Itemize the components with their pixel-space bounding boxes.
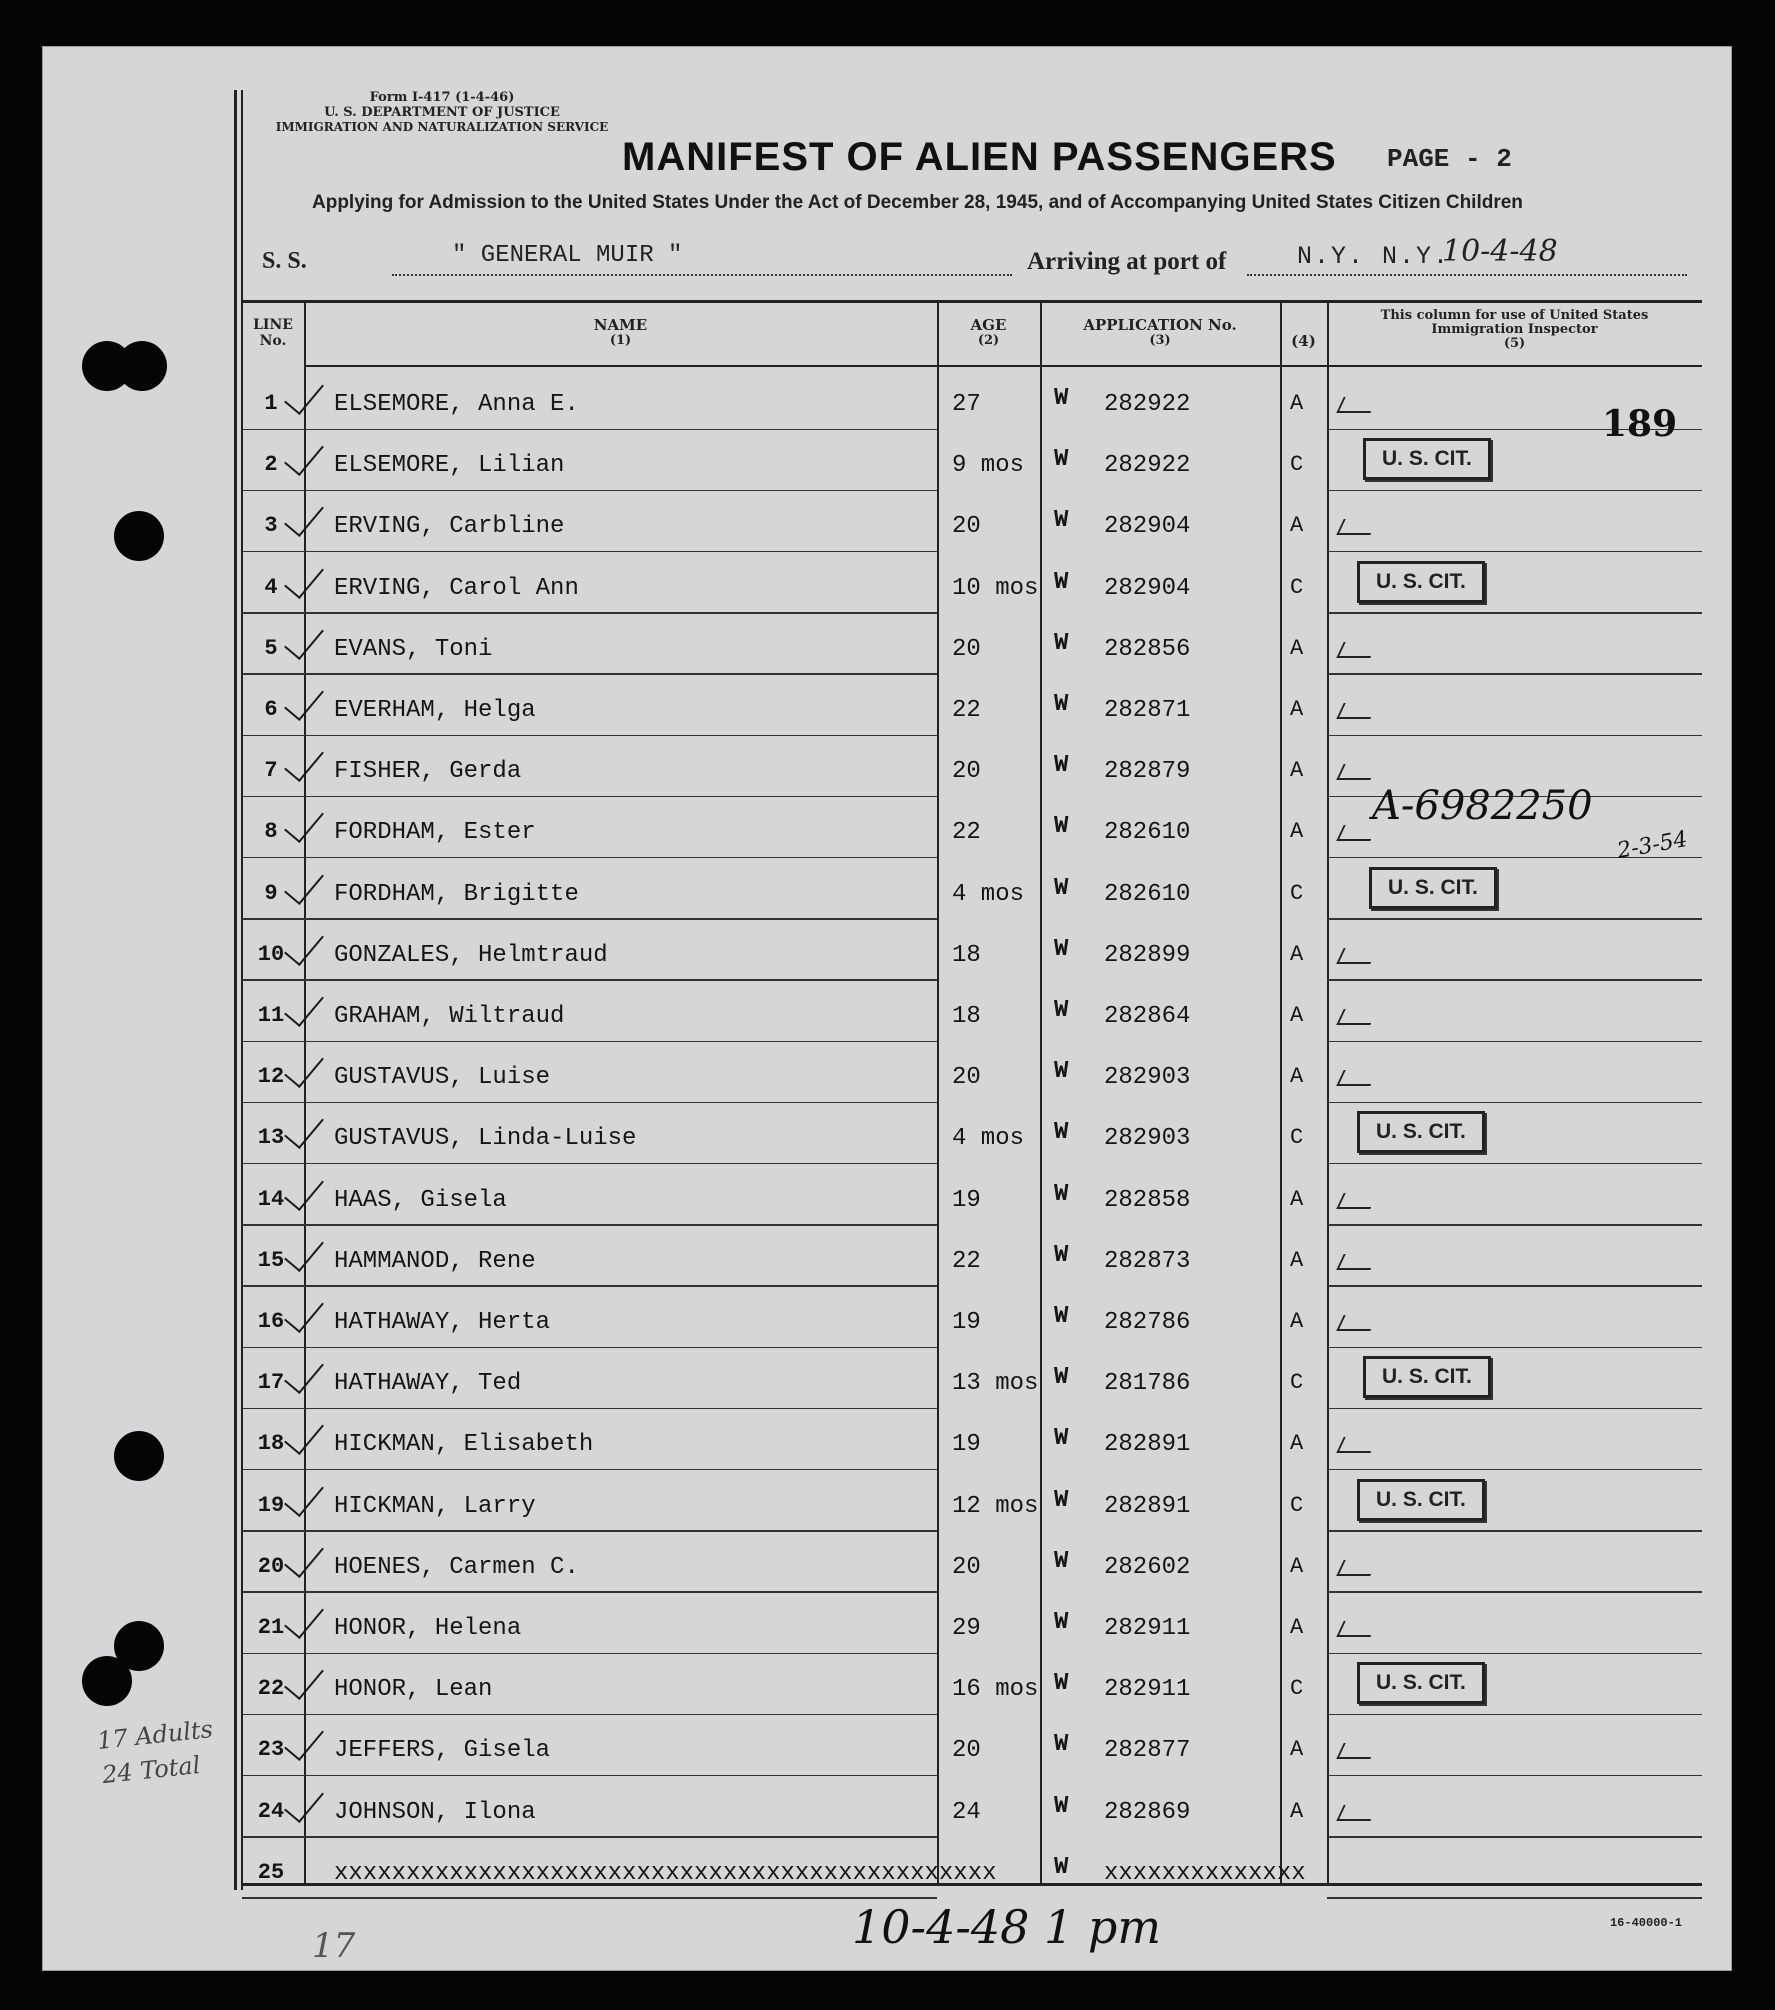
class-code: A [1290,1615,1304,1640]
application-prefix: W [1054,935,1069,963]
line-number: 21 [257,1615,285,1640]
table-row [242,859,1702,920]
table-row [242,1715,1702,1776]
table-row [242,1042,1702,1103]
application-number: 282858 [1104,1186,1191,1214]
table-row [242,1777,1702,1838]
application-number: 281786 [1104,1370,1191,1398]
table-row [242,369,1702,430]
line-number: 22 [257,1676,285,1702]
line-number: 23 [257,1737,285,1763]
table-row [242,675,1702,736]
line-number: 11 [257,1003,285,1028]
class-code: A [1290,941,1304,967]
class-code: C [1290,1125,1304,1151]
header-name: NAME (1) [593,316,648,348]
application-prefix: W [1054,1486,1069,1514]
form-identifier: Form I-417 (1-4-46) U. S. DEPARTMENT OF JUSTICE IMMIGRATION AND NATURALIZATION SERVICE [275,90,609,134]
application-prefix: W [1054,629,1069,657]
alien-registration-no: A-6982250 [1372,783,1593,829]
application-prefix: W [1054,1731,1069,1759]
line-number: 3 [264,513,278,539]
passenger-name: FORDHAM, Ester [334,819,536,847]
application-number: 282903 [1104,1064,1191,1092]
application-prefix: W [1054,1609,1069,1636]
application-prefix: W [1054,1792,1069,1820]
passenger-name: HICKMAN, Elisabeth [334,1431,594,1459]
table-row [242,614,1702,675]
application-number: xxxxxxxxxxxxxx [1104,1859,1306,1887]
class-code: A [1290,391,1304,416]
line-number: 9 [264,880,278,906]
class-code: C [1290,880,1304,906]
table-row [242,1287,1702,1348]
passenger-name: EVANS, Toni [334,635,493,663]
passenger-age: 24 [952,1798,981,1826]
port-field: N.Y. N.Y. [1247,240,1687,276]
application-number: 282871 [1104,697,1191,724]
passenger-name: GONZALES, Helmtraud [334,941,608,969]
line-number: 1 [264,391,278,416]
application-number: 282864 [1104,1003,1191,1030]
line-number: 15 [257,1247,285,1273]
bottom-left-note: 17 [312,1926,356,1966]
passenger-name: ELSEMORE, Anna E. [334,391,579,418]
application-prefix: W [1054,1303,1069,1330]
table-row [242,430,1702,491]
line-number: 4 [264,574,278,600]
passenger-name: HATHAWAY, Herta [334,1309,551,1336]
inspector-tick [1336,1193,1377,1209]
punch-hole [117,341,167,391]
table-row [242,491,1702,552]
class-code: A [1290,1737,1304,1763]
ship-info [262,234,1682,280]
inspector-tick [1336,1621,1377,1637]
class-code: A [1290,513,1304,539]
passenger-name: FORDHAM, Brigitte [334,880,579,908]
passenger-name: HAMMANOD, Rene [334,1247,536,1275]
line-number: 25 [257,1859,285,1885]
inspector-tick [1336,703,1377,719]
us-citizen-stamp: U. S. CIT. [1357,1111,1485,1153]
table-row [242,1654,1702,1715]
count-189: 189 [1602,403,1678,445]
passenger-age: 4 mos [952,880,1025,908]
inspector-tick [1336,1070,1377,1086]
class-code: A [1290,819,1304,845]
application-prefix: W [1054,691,1069,718]
application-prefix: W [1054,1180,1069,1208]
arrival-date: 10-4-48 [1442,234,1558,269]
ship-name-field: " GENERAL MUIR " [392,240,1012,276]
passenger-age: 20 [952,1553,981,1581]
line-number: 14 [257,1186,285,1212]
inspector-tick [1336,397,1377,413]
adults-count-note: 17 Adults [95,1715,215,1755]
application-number: 282891 [1104,1492,1191,1520]
passenger-name: HATHAWAY, Ted [334,1370,522,1398]
table-row [242,920,1702,981]
page-number: PAGE - 2 [1387,144,1512,174]
manifest-document [232,80,1712,1954]
passenger-age: 20 [952,1737,981,1765]
passenger-name: JEFFERS, Gisela [334,1737,551,1765]
passenger-age: 19 [952,1186,981,1214]
application-number: 282904 [1104,513,1191,541]
passenger-age: 12 mos [952,1492,1039,1520]
application-prefix: W [1054,1853,1069,1881]
application-prefix: W [1054,752,1069,780]
application-prefix: W [1054,874,1069,902]
passenger-age: 18 [952,941,981,969]
header-col4: (4) [1291,332,1316,350]
passenger-name: ERVING, Carbline [334,513,565,541]
punch-hole [114,1431,164,1481]
line-number: 19 [257,1492,285,1518]
table-row [242,1348,1702,1409]
class-code: C [1290,1676,1304,1702]
class-code: A [1290,697,1304,722]
inspector-tick [1336,1743,1377,1759]
class-code: A [1290,1003,1304,1028]
page-subtitle: Applying for Admission to the United States Under the Act of December 28, 1945, and of Accompanying United States Citizen Children [312,192,1523,213]
passenger-age: 10 mos [952,574,1039,602]
class-code: A [1290,635,1304,661]
application-prefix: W [1054,813,1069,841]
passenger-table [242,300,1702,1886]
class-code: A [1290,1247,1304,1273]
us-citizen-stamp: U. S. CIT. [1357,561,1485,603]
inspector-tick [1336,642,1377,658]
application-prefix: W [1054,1119,1069,1147]
application-number: 282877 [1104,1737,1191,1765]
line-number: 17 [257,1370,285,1396]
inspector-tick [1336,764,1377,780]
punch-hole [82,1656,132,1706]
class-code: A [1290,1798,1304,1824]
passenger-age: 20 [952,513,981,541]
line-number: 12 [257,1064,285,1090]
passenger-name: HOENES, Carmen C. [334,1553,579,1581]
class-code: A [1290,1431,1304,1457]
inspector-tick [1336,1805,1377,1821]
table-row [242,1165,1702,1226]
class-code: C [1290,1370,1304,1396]
application-number: 282873 [1104,1247,1191,1275]
us-citizen-stamp: U. S. CIT. [1363,1356,1491,1398]
passenger-age: 22 [952,697,981,724]
passenger-name: HAAS, Gisela [334,1186,507,1214]
header-inspector: This column for use of United States Immigration Inspector (5) [1380,308,1649,351]
total-count-note: 24 Total [100,1750,202,1790]
passenger-name: GUSTAVUS, Luise [334,1064,551,1092]
passenger-age: 9 mos [952,452,1025,480]
left-margin-rule [234,90,237,1890]
inspector-tick [1336,948,1377,964]
inspector-tick [1336,1009,1377,1025]
passenger-name: HONOR, Helena [334,1615,522,1642]
page-title: MANIFEST OF ALIEN PASSENGERS [622,135,1337,179]
class-code: C [1290,452,1304,478]
application-prefix: W [1054,568,1069,596]
application-number: 282891 [1104,1431,1191,1459]
us-citizen-stamp: U. S. CIT. [1357,1662,1485,1704]
bottom-signature: 10-4-48 1 pm [852,1900,1161,1954]
application-prefix: W [1054,1425,1069,1453]
passenger-name: ELSEMORE, Lilian [334,452,565,480]
passenger-age: 22 [952,1247,981,1275]
line-number: 18 [257,1431,285,1457]
passenger-name: EVERHAM, Helga [334,697,536,724]
line-number: 10 [257,941,285,967]
passenger-age: 18 [952,1003,981,1030]
footer-code: 16-40000-1 [1609,1916,1682,1930]
application-prefix: W [1054,446,1069,474]
us-citizen-stamp: U. S. CIT. [1357,1479,1485,1521]
us-citizen-stamp: U. S. CIT. [1369,867,1497,909]
class-code: A [1290,1309,1304,1334]
line-number: 24 [257,1798,285,1824]
passenger-name: GRAHAM, Wiltraud [334,1003,565,1030]
class-code: A [1290,1064,1304,1090]
application-prefix: W [1054,1364,1069,1392]
passenger-age: 27 [952,391,981,418]
application-number: 282922 [1104,452,1191,480]
table-row [242,1226,1702,1287]
inspector-tick [1336,1254,1377,1270]
passenger-age: 29 [952,1615,981,1642]
application-number: 282903 [1104,1125,1191,1153]
passenger-name: ERVING, Carol Ann [334,574,579,602]
application-prefix: W [1054,1670,1069,1698]
passenger-age: 19 [952,1431,981,1459]
application-number: 282610 [1104,880,1191,908]
application-number: 282856 [1104,635,1191,663]
us-citizen-stamp: U. S. CIT. [1363,438,1491,480]
table-row [242,1838,1702,1899]
passenger-name: HONOR, Lean [334,1676,493,1704]
application-number: 282911 [1104,1615,1191,1642]
application-prefix: W [1054,1547,1069,1575]
passenger-age: 16 mos [952,1676,1039,1704]
application-number: 282786 [1104,1309,1191,1336]
passenger-age: 20 [952,758,981,786]
table-row [242,1409,1702,1470]
passenger-name: FISHER, Gerda [334,758,522,786]
table-row [242,1593,1702,1654]
class-code: A [1290,1553,1304,1579]
application-prefix: W [1054,385,1069,412]
header-application: APPLICATION No. (3) [1083,316,1237,348]
application-number: 282899 [1104,941,1191,969]
passenger-age: 13 mos [952,1370,1039,1398]
application-number: 282602 [1104,1553,1191,1581]
header-line-no: LINE No. [253,317,293,349]
alien-registration-date: 2-3-54 [1615,827,1690,864]
application-number: 282922 [1104,391,1191,418]
line-number: 5 [264,635,278,661]
table-row [242,1532,1702,1593]
passenger-age: 20 [952,635,981,663]
ship-label: S. S. [262,248,307,274]
port-label: Arriving at port of [1027,248,1227,275]
header-age: AGE (2) [970,316,1007,348]
passenger-name: GUSTAVUS, Linda-Luise [334,1125,637,1153]
table-row [242,981,1702,1042]
table-row [242,553,1702,614]
class-code: A [1290,1186,1304,1212]
line-number: 2 [264,452,278,478]
inspector-tick [1336,1560,1377,1576]
application-number: 282610 [1104,819,1191,847]
application-number: 282879 [1104,758,1191,786]
line-number: 6 [264,697,278,722]
passenger-age: 4 mos [952,1125,1025,1153]
punch-hole [114,511,164,561]
class-code: C [1290,1492,1304,1518]
passenger-age: 22 [952,819,981,847]
application-number: 282911 [1104,1676,1191,1704]
line-number: 8 [264,819,278,845]
application-prefix: W [1054,507,1069,535]
application-number: 282869 [1104,1798,1191,1826]
line-number: 16 [257,1309,285,1334]
passenger-name: HICKMAN, Larry [334,1492,536,1520]
passenger-age: 20 [952,1064,981,1092]
inspector-tick [1336,1437,1377,1453]
table-row [242,1103,1702,1164]
inspector-tick [1336,1315,1377,1331]
application-prefix: W [1054,1241,1069,1269]
class-code: A [1290,758,1304,784]
application-number: 282904 [1104,574,1191,602]
application-prefix: W [1054,1058,1069,1086]
line-number: 7 [264,758,278,784]
application-prefix: W [1054,997,1069,1024]
passenger-age: 19 [952,1309,981,1336]
line-number: 13 [257,1125,285,1151]
passenger-name: JOHNSON, Ilona [334,1798,536,1826]
table-row [242,1471,1702,1532]
passenger-name: xxxxxxxxxxxxxxxxxxxxxxxxxxxxxxxxxxxxxxxxxxxxxx [334,1859,997,1887]
inspector-tick [1336,519,1377,535]
class-code: C [1290,574,1304,600]
line-number: 20 [257,1553,285,1579]
